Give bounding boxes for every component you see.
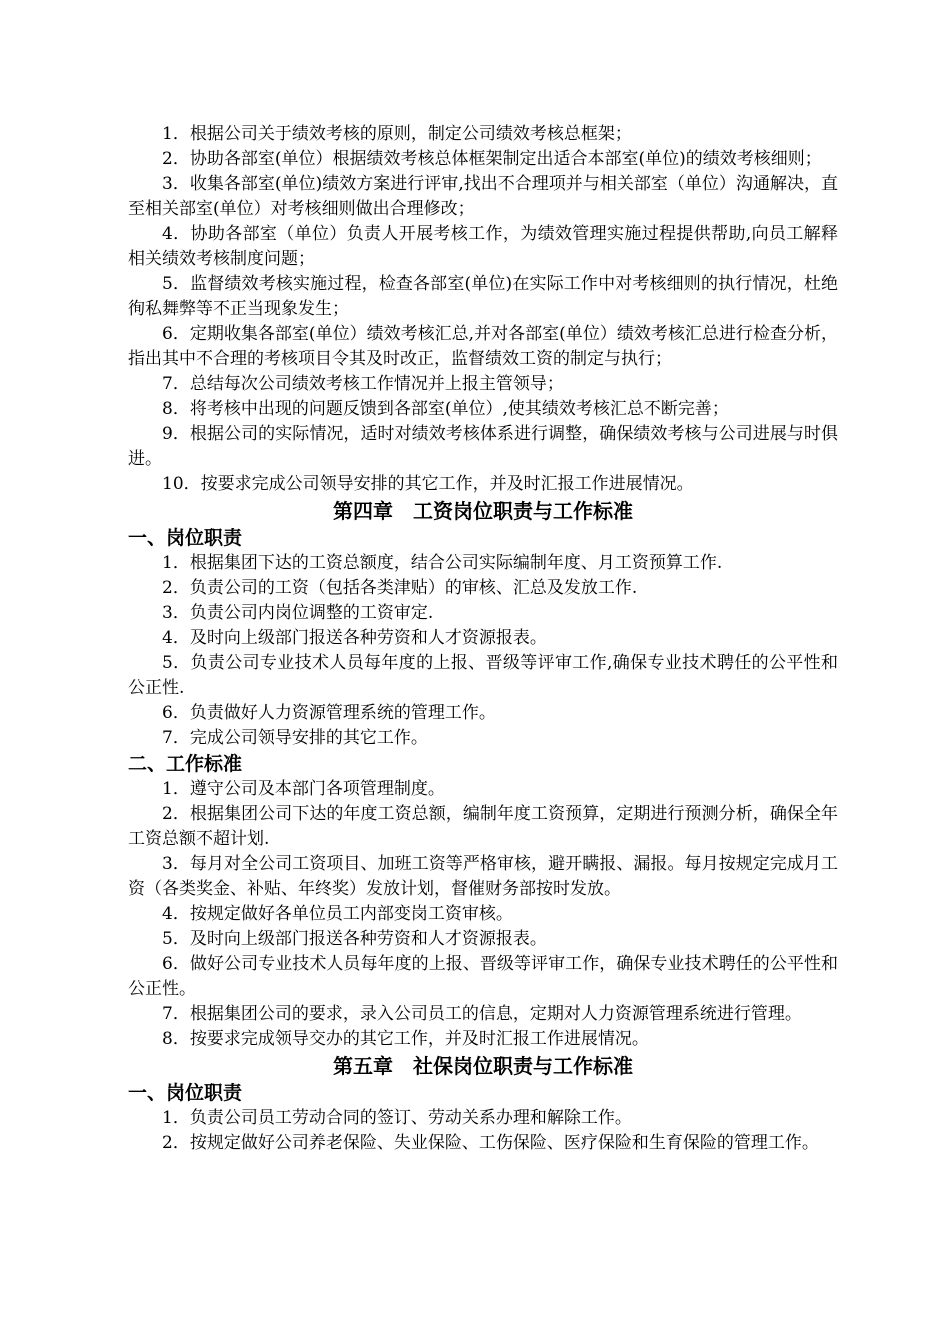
list-item: 7．根据集团公司的要求，录入公司员工的信息，定期对人力资源管理系统进行管理。 bbox=[162, 1004, 802, 1024]
list-item: 3．负责公司内岗位调整的工资审定. bbox=[162, 603, 434, 623]
list-item: 4．及时向上级部门报送各种劳资和人才资源报表。 bbox=[162, 628, 547, 648]
list-item: 1．遵守公司及本部门各项管理制度。 bbox=[162, 779, 445, 799]
list-item: 8．将考核中出现的问题反馈到各部室(单位）,使其绩效考核汇总不断完善； bbox=[162, 399, 729, 419]
list-item: 7．完成公司领导安排的其它工作。 bbox=[162, 728, 428, 748]
list-item: 1．负责公司员工劳动合同的签订、劳动关系办理和解除工作。 bbox=[162, 1108, 632, 1128]
list-item: 4．协助各部室（单位）负责人开展考核工作，为绩效管理实施过程提供帮助,向员工解释相关绩效考核制度问题； bbox=[128, 224, 838, 269]
section-heading: 二、工作标准 bbox=[128, 753, 243, 775]
chapter-5-title: 第五章 社保岗位职责与工作标准 bbox=[333, 1054, 633, 1078]
section-heading: 一、岗位职责 bbox=[128, 527, 243, 549]
list-item: 2．根据集团公司下达的年度工资总额，编制年度工资预算，定期进行预测分析，确保全年工资总额不超计划. bbox=[128, 804, 838, 849]
list-item: 2．负责公司的工资（包括各类津贴）的审核、汇总及发放工作. bbox=[162, 578, 638, 598]
list-item: 2．协助各部室(单位）根据绩效考核总体框架制定出适合本部室(单位)的绩效考核细则； bbox=[162, 149, 822, 169]
document-body bbox=[128, 122, 838, 1156]
list-item: 2．按规定做好公司养老保险、失业保险、工伤保险、医疗保险和生育保险的管理工作。 bbox=[162, 1133, 819, 1153]
list-item: 1．根据集团下达的工资总额度，结合公司实际编制年度、月工资预算工作. bbox=[162, 553, 723, 573]
list-item: 3．每月对全公司工资项目、加班工资等严格审核，避开瞒报、漏报。每月按规定完成月工资（各类奖金、补贴、年终奖）发放计划，督催财务部按时发放。 bbox=[128, 854, 838, 899]
list-item: 6．做好公司专业技术人员每年度的上报、晋级等评审工作，确保专业技术聘任的公平性和公正性。 bbox=[128, 954, 838, 999]
chapter-4-title: 第四章 工资岗位职责与工作标准 bbox=[333, 499, 633, 523]
list-item: 4．按规定做好各单位员工内部变岗工资审核。 bbox=[162, 904, 513, 924]
list-item: 5．及时向上级部门报送各种劳资和人才资源报表。 bbox=[162, 929, 547, 949]
list-item: 7．总结每次公司绩效考核工作情况并上报主管领导； bbox=[162, 374, 564, 394]
list-item: 6．负责做好人力资源管理系统的管理工作。 bbox=[162, 703, 496, 723]
list-item: 1．根据公司关于绩效考核的原则，制定公司绩效考核总框架； bbox=[162, 124, 632, 144]
list-item: 6．定期收集各部室(单位）绩效考核汇总,并对各部室(单位）绩效考核汇总进行检查分析，指出其中不合理的考核项目令其及时改正，监督绩效工资的制定与执行； bbox=[128, 324, 838, 369]
section-heading: 一、岗位职责 bbox=[128, 1082, 243, 1104]
list-item: 8．按要求完成领导交办的其它工作，并及时汇报工作进展情况。 bbox=[162, 1029, 649, 1049]
list-item: 10．按要求完成公司领导安排的其它工作，并及时汇报工作进展情况。 bbox=[162, 474, 694, 494]
list-item: 5．负责公司专业技术人员每年度的上报、晋级等评审工作,确保专业技术聘任的公平性和公正性. bbox=[128, 653, 838, 698]
list-item: 9．根据公司的实际情况，适时对绩效考核体系进行调整，确保绩效考核与公司进展与时俱进。 bbox=[128, 424, 838, 469]
list-item: 3．收集各部室(单位)绩效方案进行评审,找出不合理项并与相关部室（单位）沟通解决，直至相关部室(单位）对考核细则做出合理修改； bbox=[128, 174, 838, 219]
list-item: 5．监督绩效考核实施过程，检查各部室(单位)在实际工作中对考核细则的执行情况，杜绝徇私舞弊等不正当现象发生； bbox=[128, 274, 838, 319]
